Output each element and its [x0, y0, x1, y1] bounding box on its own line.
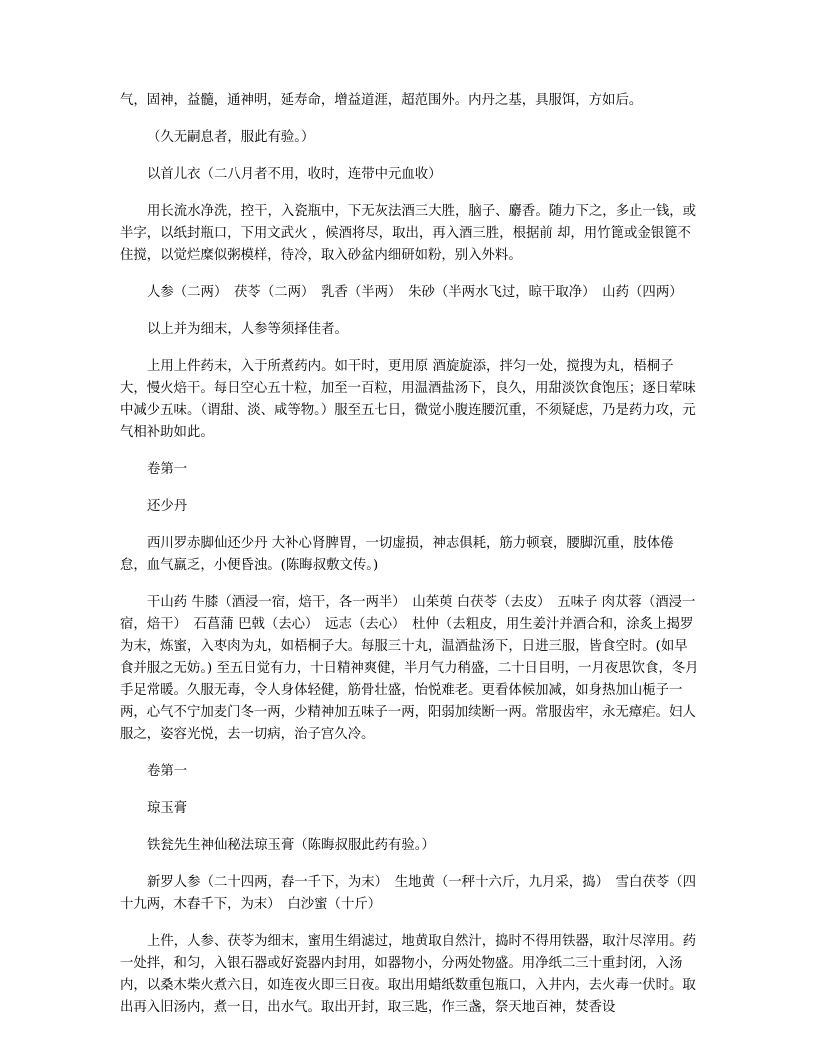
- section-heading-recipe-2: 琼玉膏: [147, 801, 188, 816]
- paragraph-preparation: 用长流水净洗，控干，入瓷瓶中，下无灰法酒三大胜，脑子、麝香。随力下之，多止一钱，或半字，以纸封瓶口，下用文武火 ，候酒将尽，取出，再入酒三胜，根据前 却，用竹篦或金银篦不住搅，以觉烂糜似粥模样，待冷，取入砂盆内细研如粉，别入外料。: [120, 204, 697, 263]
- section-heading-volume: 卷第一: [147, 462, 188, 477]
- document-page: [120, 90, 700, 1034]
- section-heading-volume-2: 卷第一: [147, 764, 188, 779]
- paragraph-recipe-2-ingredients: 新罗人参（二十四两，舂一千下，为末） 生地黄（一秤十六斤，九月采，捣） 雪白茯苓（四十九两，木舂千下，为末） 白沙蜜（十斤）: [120, 875, 697, 912]
- paragraph-ingredient-title: 以首儿衣（二八月者不用，收时，连带中元血收）: [147, 167, 442, 182]
- paragraph-ingredients: 人参（二两） 茯苓（二两） 乳香（半两） 朱砂（半两水飞过，晾干取净） 山药（四两）: [147, 285, 683, 300]
- paragraph-intro: 气，固神，益髓，通神明，延寿命，增益道涯，超范围外。内丹之基，具服饵，方如后。: [120, 93, 643, 108]
- paragraph-grind-note: 以上并为细末，人参等须择佳者。: [147, 322, 348, 337]
- paragraph-note: （久无嗣息者，服此有验。）: [147, 130, 315, 145]
- paragraph-recipe-2-title: 铁瓮先生神仙秘法琼玉膏（陈晦叔服此药有验。）: [147, 838, 435, 853]
- paragraph-recipe-description: 西川罗赤脚仙还少丹 大补心肾脾胃，一切虚损，神志俱耗，筋力顿衰，腰脚沉重，肢体倦怠，血气羸乏，小便昏浊。(陈晦叔敷文传。): [120, 536, 674, 573]
- paragraph-recipe-ingredients: 干山药 牛膝（酒浸一宿，焙干，各一两半） 山茱萸 白茯苓（去皮） 五味子 肉苁蓉（酒浸一宿，焙干） 石菖蒲 巴戟（去心） 远志（去心） 杜仲（去粗皮，用生姜汁并酒合和，涂炙上揭罗为末，炼蜜，入枣肉为丸，如梧桐子大。每服三十丸，温酒盐汤下，日进三服，皆食空时。(如早食并服之无妨。) 至五日觉有力，十日精神爽健，半月气力稍盛，二十日目明，一月夜思饮食，冬月手足常暖。久服无毒，令人身体轻健，筋骨壮盛，怡悦难老。更看体候加减，如身热加山栀子一两，心气不宁加麦门冬一两，少精神加五味子一两，阳弱加续断一两。常服齿牢，永无瘴疟。妇人服之，姿容光悦，去一切病，治子宫久冷。: [120, 595, 699, 742]
- paragraph-dosage: 上用上件药末，入于所煮药内。如干时，更用原 酒旋旋添，拌匀一处，搅搜为丸，梧桐子大，慢火焙干。每日空心五十粒，加至一百粒，用温酒盐汤下，良久，用甜淡饮食饱压；逐日荤味中减少五味。（谓甜、淡、咸等物。）服至五七日，微觉小腹连腰沉重，不须疑虑，乃是药力攻，元气相补助如此。: [120, 359, 696, 440]
- section-heading-recipe: 还少丹: [147, 499, 188, 514]
- paragraph-recipe-2-method: 上件，人参、茯苓为细末，蜜用生绢滤过，地黄取自然汁，捣时不得用铁器，取汁尽滓用。药一处拌，和匀，入银石器或好瓷器内封用，如器物小，分两处物盛。用净纸二三十重封闭，入汤内，以桑木柴火煮六日，如连夜火即三日夜。取出用蜡纸数重包瓶口，入井内，去火毒一伏时。取出再入旧汤内，煮一日，出水气。取出开封，取三匙，作三盏，祭天地百神，焚香设: [120, 934, 697, 1015]
